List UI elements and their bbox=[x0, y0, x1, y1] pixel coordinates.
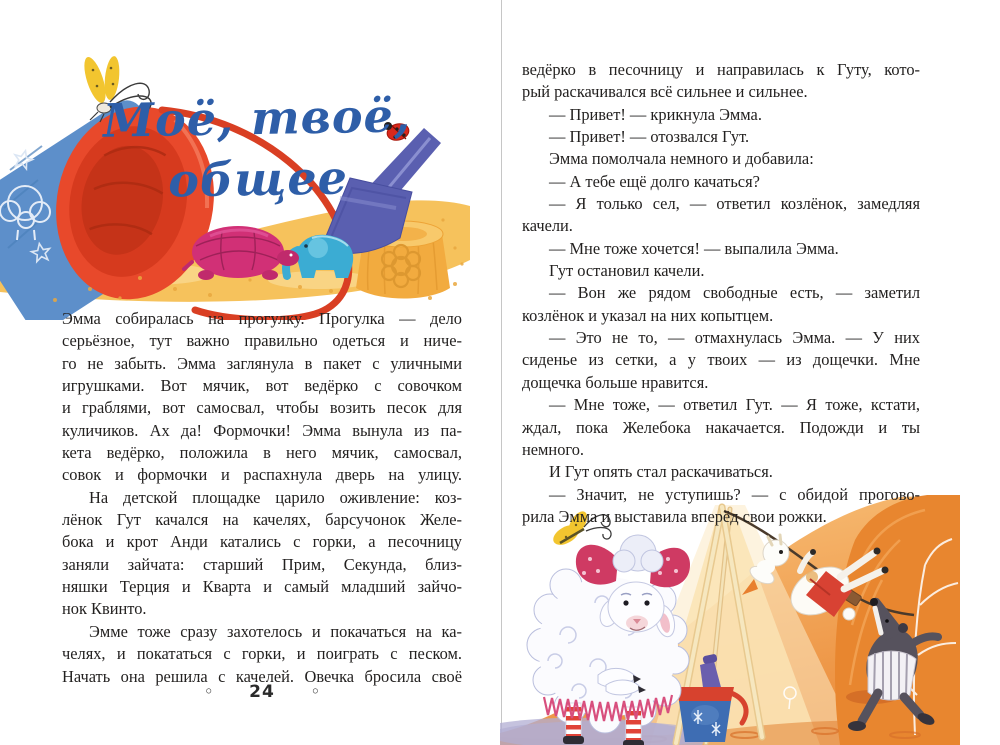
folio-number: 24 bbox=[249, 682, 275, 702]
text-line: — Мне тоже хочется! — выпалила Эмма. bbox=[549, 238, 839, 258]
text-line: дощечка больше нравится. bbox=[522, 372, 709, 392]
page-number bbox=[62, 682, 462, 702]
text-line: рый раскачивался всё сильнее и сильнее. bbox=[522, 82, 808, 102]
text-line: ждал, пока Желебока накачается. Подожди и ты bbox=[522, 417, 920, 437]
text-line: сиденье из сетки, а у твоих — из дощечки. Мне bbox=[522, 350, 920, 370]
text-line: ведёрко в песочницу и направилась к Гуту, кото- bbox=[522, 60, 920, 79]
text-line: няшки Терция и Кварта и самый младший зайчо- bbox=[62, 577, 462, 597]
text-line: Эмма помолчала немного и добавила: bbox=[549, 149, 814, 169]
text-line: челях, и покататься с горки, и поиграть с песком. bbox=[62, 644, 462, 664]
text-line: Начать она решила с качелей. Овечка бросила своё bbox=[62, 666, 462, 686]
chapter-title-line2: общее bbox=[167, 150, 349, 208]
text-line: го не забыть. Эмма заглянула в пакет с уличными bbox=[62, 353, 462, 373]
text-line: — А тебе ещё долго качаться? bbox=[549, 171, 760, 191]
text-line: немного. bbox=[522, 439, 584, 459]
text-line: игрушками. Вот мячик, вот ведёрко с совочком bbox=[62, 376, 462, 396]
folio-ornament-right: ◦ bbox=[310, 684, 320, 700]
text-line: куличиков. Ах да! Формочки! Эмма вынула из па- bbox=[62, 420, 462, 440]
text-line: совок и формочки и распахнула дверь на улицу. bbox=[62, 465, 462, 485]
folio-ornament-left: ◦ bbox=[204, 684, 214, 700]
text-line: бока и крот Анди катались с горки, а песочницу bbox=[62, 532, 462, 552]
text-line: кета ведёрко, положила в него мячик, самосвал, bbox=[62, 443, 462, 463]
right-text-column bbox=[522, 59, 920, 528]
text-line: — Значит, не уступишь? — с обидой прогово- bbox=[549, 484, 920, 504]
text-line: и граблями, вот самосвал, чтобы возить песок для bbox=[62, 398, 462, 418]
right-illustration bbox=[500, 495, 960, 745]
text-line: — Я только сел, — ответил козлёнок, замедляя bbox=[549, 194, 920, 214]
text-line: На детской площадке царило оживление: коз- bbox=[89, 487, 462, 507]
left-text-column bbox=[62, 308, 462, 688]
text-line: Эмме тоже сразу захотелось и покачаться на ка- bbox=[89, 621, 462, 641]
text-line: Гут остановил качели. bbox=[549, 261, 705, 281]
text-line: лёнок Гут качался на качелях, барсучонок Желе- bbox=[62, 510, 462, 530]
text-line: — Привет! — крикнула Эмма. bbox=[549, 104, 762, 124]
text-line: нок Квинто. bbox=[62, 599, 147, 619]
text-line: рила Эмма и выставила вперёд свои рожки. bbox=[522, 506, 827, 526]
text-line: — Вон же рядом свободные есть, — заметил bbox=[549, 283, 920, 303]
text-line: Эмма собиралась на прогулку. Прогулка — дело bbox=[62, 309, 462, 328]
text-line: качели. bbox=[522, 216, 573, 236]
text-line: серьёзное, тут важно правильно одеться и ниче- bbox=[62, 331, 462, 351]
chapter-title-line1: Моё, твоё, bbox=[102, 88, 412, 148]
text-line: И Гут опять стал раскачиваться. bbox=[549, 462, 773, 482]
right-page bbox=[502, 0, 1000, 745]
text-line: — Привет! — отозвался Гут. bbox=[549, 127, 750, 147]
text-line: козлёнок и указал на них копытцем. bbox=[522, 305, 774, 325]
text-line: — Мне тоже, — ответил Гут. — Я тоже, кстати, bbox=[549, 395, 920, 415]
sheep-topknot bbox=[613, 535, 663, 572]
chapter-title bbox=[84, 85, 431, 213]
text-line: заняли зайчата: старший Прим, Секунда, близ- bbox=[62, 554, 462, 574]
text-line: — Это не то, — отмахнулась Эмма. — У них bbox=[549, 328, 920, 348]
